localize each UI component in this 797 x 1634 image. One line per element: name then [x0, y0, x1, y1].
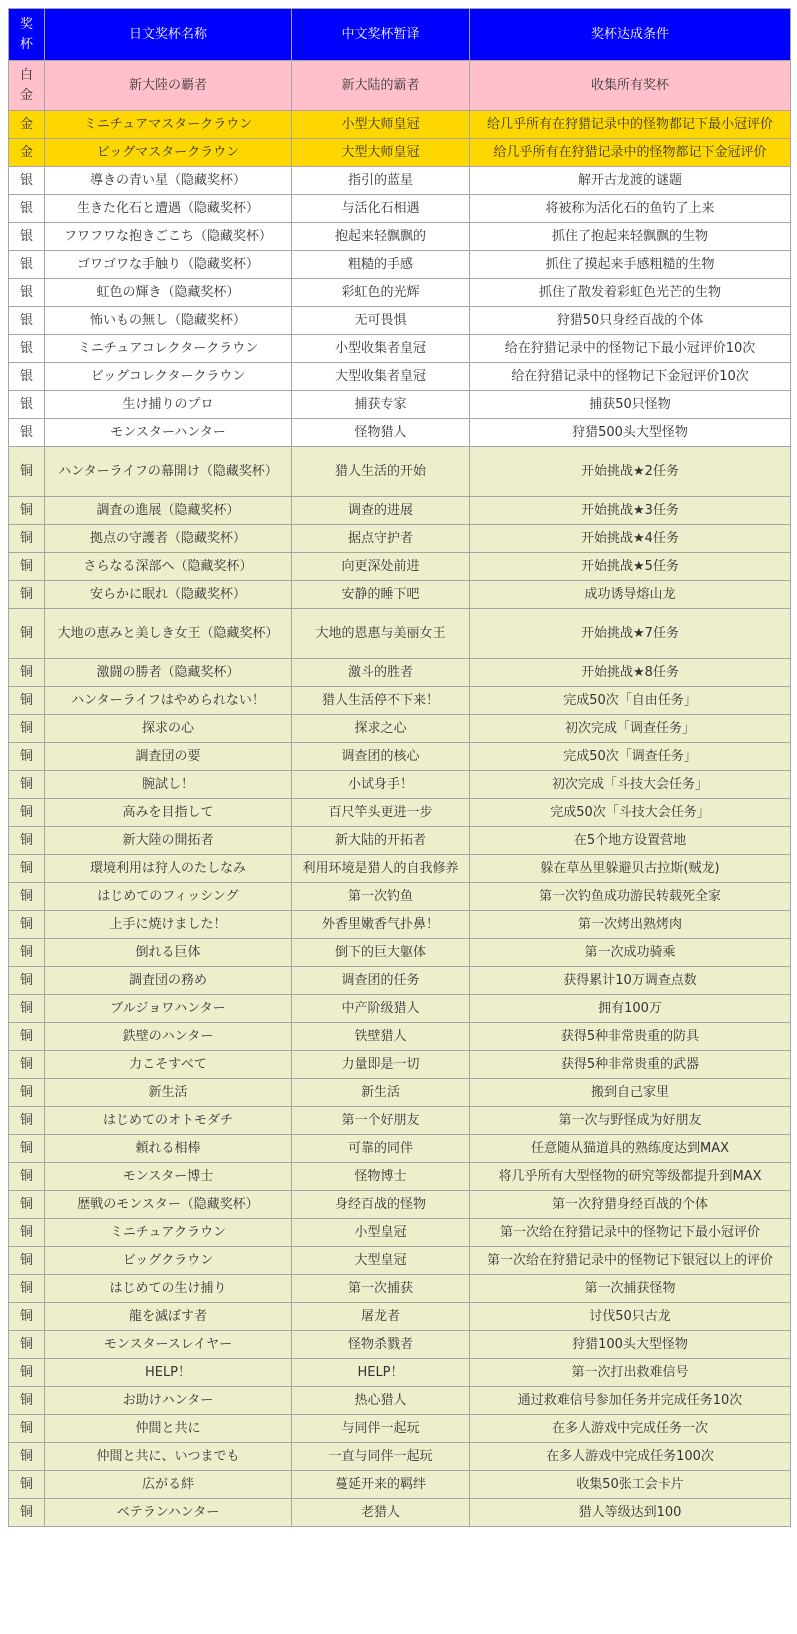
table-row [9, 391, 791, 419]
jp-name-cell: 歴戦のモンスター（隐藏奖杯） [45, 1191, 292, 1219]
cn-name-cell: 第一次捕获 [292, 1275, 470, 1303]
condition-cell: 第一次给在狩猎记录中的怪物记下最小冠评价 [470, 1219, 791, 1247]
table-row [9, 1471, 791, 1499]
cn-name-cell: 捕获专家 [292, 391, 470, 419]
condition-cell: 开始挑战★7任务 [470, 609, 791, 659]
table-row [9, 497, 791, 525]
condition-cell: 初次完成「调查任务」 [470, 715, 791, 743]
jp-name-cell: 腕試し！ [45, 771, 292, 799]
jp-name-cell: モンスタースレイヤー [45, 1331, 292, 1359]
tier-cell: 铜 [9, 609, 45, 659]
cn-name-cell: 新大陆的霸者 [292, 61, 470, 111]
tier-cell: 铜 [9, 1219, 45, 1247]
tier-cell: 铜 [9, 967, 45, 995]
condition-cell: 开始挑战★2任务 [470, 447, 791, 497]
jp-name-cell: 鉄壁のハンター [45, 1023, 292, 1051]
table-row [9, 139, 791, 167]
cn-name-cell: 可靠的同伴 [292, 1135, 470, 1163]
table-row [9, 1499, 791, 1527]
condition-cell: 第一次成功骑乘 [470, 939, 791, 967]
jp-name-cell: 龍を滅ぼす者 [45, 1303, 292, 1331]
tier-cell: 铜 [9, 581, 45, 609]
cn-name-cell: 调查团的任务 [292, 967, 470, 995]
cn-name-cell: 怪物博士 [292, 1163, 470, 1191]
cn-name-cell: 猎人生活的开始 [292, 447, 470, 497]
jp-name-cell: 調査団の要 [45, 743, 292, 771]
table-row [9, 167, 791, 195]
cn-name-cell: 百尺竿头更进一步 [292, 799, 470, 827]
cn-name-cell: 第一次钓鱼 [292, 883, 470, 911]
jp-name-cell: 環境利用は狩人のたしなみ [45, 855, 292, 883]
cn-name-cell: 屠龙者 [292, 1303, 470, 1331]
condition-cell: 狩猎100头大型怪物 [470, 1331, 791, 1359]
cn-name-cell: 力量即是一切 [292, 1051, 470, 1079]
tier-cell: 铜 [9, 995, 45, 1023]
tier-cell: 铜 [9, 1443, 45, 1471]
tier-cell: 铜 [9, 1191, 45, 1219]
condition-cell: 收集50张工会卡片 [470, 1471, 791, 1499]
table-row [9, 911, 791, 939]
condition-cell: 获得累计10万调查点数 [470, 967, 791, 995]
table-row [9, 799, 791, 827]
condition-cell: 第一次狩猎身经百战的个体 [470, 1191, 791, 1219]
tier-cell: 铜 [9, 1247, 45, 1275]
condition-cell: 解开古龙渡的谜题 [470, 167, 791, 195]
cn-name-cell: 倒下的巨大躯体 [292, 939, 470, 967]
jp-name-cell: 力こそすべて [45, 1051, 292, 1079]
tier-cell: 铜 [9, 883, 45, 911]
condition-cell: 通过救难信号参加任务并完成任务10次 [470, 1387, 791, 1415]
tier-cell: 铜 [9, 1051, 45, 1079]
jp-name-cell: 調査の進展（隐藏奖杯） [45, 497, 292, 525]
jp-name-cell: モンスター博士 [45, 1163, 292, 1191]
tier-cell: 铜 [9, 799, 45, 827]
jp-name-cell: はじめての生け捕り [45, 1275, 292, 1303]
cn-name-cell: 铁壁猎人 [292, 1023, 470, 1051]
table-row [9, 1051, 791, 1079]
tier-cell: 铜 [9, 939, 45, 967]
cn-name-cell: 老猎人 [292, 1499, 470, 1527]
condition-cell: 拥有100万 [470, 995, 791, 1023]
cn-name-cell: 新生活 [292, 1079, 470, 1107]
condition-cell: 给在狩猎记录中的怪物记下金冠评价10次 [470, 363, 791, 391]
tier-cell: 铜 [9, 447, 45, 497]
jp-name-cell: 倒れる巨体 [45, 939, 292, 967]
table-row [9, 1191, 791, 1219]
cn-name-cell: 激斗的胜者 [292, 659, 470, 687]
cn-name-cell: 无可畏惧 [292, 307, 470, 335]
table-row [9, 1135, 791, 1163]
jp-name-cell: ビッグマスタークラウン [45, 139, 292, 167]
table-row [9, 553, 791, 581]
jp-name-cell: 新大陸の覇者 [45, 61, 292, 111]
tier-cell: 金 [9, 139, 45, 167]
cn-name-cell: 调查团的核心 [292, 743, 470, 771]
cn-name-cell: 猎人生活停不下来！ [292, 687, 470, 715]
cn-name-cell: 大型大师皇冠 [292, 139, 470, 167]
header-jp-name: 日文奖杯名称 [45, 9, 292, 61]
tier-cell: 铜 [9, 1079, 45, 1107]
condition-cell: 开始挑战★3任务 [470, 497, 791, 525]
tier-cell: 铜 [9, 771, 45, 799]
jp-name-cell: 導きの青い星（隐藏奖杯） [45, 167, 292, 195]
condition-cell: 躲在草丛里躲避贝古拉斯(贼龙) [470, 855, 791, 883]
jp-name-cell: ブルジョワハンター [45, 995, 292, 1023]
cn-name-cell: 据点守护者 [292, 525, 470, 553]
table-row [9, 419, 791, 447]
condition-cell: 搬到自己家里 [470, 1079, 791, 1107]
table-row [9, 609, 791, 659]
jp-name-cell: ゴワゴワな手触り（隐藏奖杯） [45, 251, 292, 279]
tier-cell: 铜 [9, 1275, 45, 1303]
cn-name-cell: 外香里嫩香气扑鼻！ [292, 911, 470, 939]
table-row [9, 743, 791, 771]
table-row [9, 581, 791, 609]
condition-cell: 完成50次「调查任务」 [470, 743, 791, 771]
table-row [9, 111, 791, 139]
table-row [9, 659, 791, 687]
condition-cell: 获得5种非常贵重的防具 [470, 1023, 791, 1051]
condition-cell: 狩猎500头大型怪物 [470, 419, 791, 447]
tier-cell: 银 [9, 251, 45, 279]
jp-name-cell: はじめてのフィッシング [45, 883, 292, 911]
tier-cell: 铜 [9, 827, 45, 855]
table-row [9, 223, 791, 251]
tier-cell: 铜 [9, 553, 45, 581]
condition-cell: 猎人等级达到100 [470, 1499, 791, 1527]
tier-cell: 铜 [9, 1471, 45, 1499]
tier-cell: 铜 [9, 1499, 45, 1527]
condition-cell: 第一次钓鱼成功游民转载死全家 [470, 883, 791, 911]
table-row [9, 1163, 791, 1191]
trophy-table [8, 8, 791, 1527]
jp-name-cell: HELP！ [45, 1359, 292, 1387]
tier-cell: 银 [9, 363, 45, 391]
tier-cell: 铜 [9, 1359, 45, 1387]
header-condition: 奖杯达成条件 [470, 9, 791, 61]
tier-cell: 铜 [9, 911, 45, 939]
tier-cell: 银 [9, 167, 45, 195]
jp-name-cell: はじめてのオトモダチ [45, 1107, 292, 1135]
jp-name-cell: 新大陸の開拓者 [45, 827, 292, 855]
cn-name-cell: 彩虹色的光辉 [292, 279, 470, 307]
condition-cell: 第一次烤出熟烤肉 [470, 911, 791, 939]
table-row [9, 61, 791, 111]
condition-cell: 给几乎所有在狩猎记录中的怪物都记下金冠评价 [470, 139, 791, 167]
table-row [9, 687, 791, 715]
cn-name-cell: 抱起来轻飘飘的 [292, 223, 470, 251]
jp-name-cell: 虹色の輝き（隐藏奖杯） [45, 279, 292, 307]
cn-name-cell: 小型大师皇冠 [292, 111, 470, 139]
tier-cell: 银 [9, 195, 45, 223]
cn-name-cell: 调查的进展 [292, 497, 470, 525]
tier-cell: 铜 [9, 715, 45, 743]
condition-cell: 在多人游戏中完成任务一次 [470, 1415, 791, 1443]
table-row [9, 967, 791, 995]
table-row [9, 1303, 791, 1331]
cn-name-cell: 大型皇冠 [292, 1247, 470, 1275]
cn-name-cell: 小型皇冠 [292, 1219, 470, 1247]
cn-name-cell: 与活化石相遇 [292, 195, 470, 223]
table-row [9, 1359, 791, 1387]
condition-cell: 成功诱导熔山龙 [470, 581, 791, 609]
condition-cell: 在多人游戏中完成任务100次 [470, 1443, 791, 1471]
condition-cell: 抓住了散发着彩虹色光芒的生物 [470, 279, 791, 307]
cn-name-cell: 大地的恩惠与美丽女王 [292, 609, 470, 659]
condition-cell: 获得5种非常贵重的武器 [470, 1051, 791, 1079]
tier-cell: 铜 [9, 855, 45, 883]
condition-cell: 开始挑战★5任务 [470, 553, 791, 581]
condition-cell: 完成50次「自由任务」 [470, 687, 791, 715]
jp-name-cell: 拠点の守護者（隐藏奖杯） [45, 525, 292, 553]
condition-cell: 在5个地方设置营地 [470, 827, 791, 855]
tier-cell: 铜 [9, 1135, 45, 1163]
tier-cell: 铜 [9, 525, 45, 553]
jp-name-cell: 仲間と共に、いつまでも [45, 1443, 292, 1471]
tier-cell: 银 [9, 391, 45, 419]
jp-name-cell: さらなる深部へ（隐藏奖杯） [45, 553, 292, 581]
table-row [9, 1023, 791, 1051]
jp-name-cell: 大地の恵みと美しき女王（隐藏奖杯） [45, 609, 292, 659]
cn-name-cell: 指引的蓝星 [292, 167, 470, 195]
jp-name-cell: ミニチュアクラウン [45, 1219, 292, 1247]
jp-name-cell: 仲間と共に [45, 1415, 292, 1443]
condition-cell: 第一次捕获怪物 [470, 1275, 791, 1303]
table-row [9, 939, 791, 967]
table-row [9, 307, 791, 335]
header-cn-name: 中文奖杯暂译 [292, 9, 470, 61]
table-row [9, 363, 791, 391]
jp-name-cell: 上手に焼けました！ [45, 911, 292, 939]
header-row [9, 9, 791, 61]
jp-name-cell: 頼れる相棒 [45, 1135, 292, 1163]
tier-cell: 铜 [9, 497, 45, 525]
condition-cell: 任意随从猫道具的熟练度达到MAX [470, 1135, 791, 1163]
jp-name-cell: 生け捕りのプロ [45, 391, 292, 419]
cn-name-cell: 蔓延开来的羁绊 [292, 1471, 470, 1499]
jp-name-cell: お助けハンター [45, 1387, 292, 1415]
jp-name-cell: 調査団の務め [45, 967, 292, 995]
table-row [9, 447, 791, 497]
condition-cell: 开始挑战★8任务 [470, 659, 791, 687]
condition-cell: 给在狩猎记录中的怪物记下最小冠评价10次 [470, 335, 791, 363]
table-row [9, 1107, 791, 1135]
tier-cell: 铜 [9, 659, 45, 687]
tier-cell: 铜 [9, 1387, 45, 1415]
cn-name-cell: 小型收集者皇冠 [292, 335, 470, 363]
header-tier: 奖杯 [9, 9, 45, 61]
tier-cell: 铜 [9, 1107, 45, 1135]
tier-cell: 铜 [9, 687, 45, 715]
condition-cell: 第一次与野怪成为好朋友 [470, 1107, 791, 1135]
jp-name-cell: ハンターライフの幕開け（隐藏奖杯） [45, 447, 292, 497]
cn-name-cell: 身经百战的怪物 [292, 1191, 470, 1219]
condition-cell: 第一次给在狩猎记录中的怪物记下银冠以上的评价 [470, 1247, 791, 1275]
table-body [9, 61, 791, 1527]
condition-cell: 抓住了摸起来手感粗糙的生物 [470, 251, 791, 279]
table-row [9, 827, 791, 855]
tier-cell: 铜 [9, 1023, 45, 1051]
jp-name-cell: 激闘の勝者（隐藏奖杯） [45, 659, 292, 687]
jp-name-cell: ビッグクラウン [45, 1247, 292, 1275]
cn-name-cell: 热心猎人 [292, 1387, 470, 1415]
jp-name-cell: 探求の心 [45, 715, 292, 743]
table-row [9, 771, 791, 799]
table-row [9, 883, 791, 911]
jp-name-cell: ミニチュアマスタークラウン [45, 111, 292, 139]
cn-name-cell: 大型收集者皇冠 [292, 363, 470, 391]
table-row [9, 1275, 791, 1303]
condition-cell: 收集所有奖杯 [470, 61, 791, 111]
table-row [9, 1219, 791, 1247]
cn-name-cell: HELP！ [292, 1359, 470, 1387]
table-row [9, 1443, 791, 1471]
jp-name-cell: 安らかに眠れ（隐藏奖杯） [45, 581, 292, 609]
cn-name-cell: 与同伴一起玩 [292, 1415, 470, 1443]
tier-cell: 金 [9, 111, 45, 139]
table-row [9, 195, 791, 223]
cn-name-cell: 中产阶级猎人 [292, 995, 470, 1023]
condition-cell: 将几乎所有大型怪物的研究等级都提升到MAX [470, 1163, 791, 1191]
tier-cell: 银 [9, 335, 45, 363]
condition-cell: 抓住了抱起来轻飘飘的生物 [470, 223, 791, 251]
table-row [9, 1387, 791, 1415]
table-row [9, 335, 791, 363]
jp-name-cell: 高みを目指して [45, 799, 292, 827]
condition-cell: 给几乎所有在狩猎记录中的怪物都记下最小冠评价 [470, 111, 791, 139]
table-row [9, 279, 791, 307]
cn-name-cell: 怪物猎人 [292, 419, 470, 447]
cn-name-cell: 一直与同伴一起玩 [292, 1443, 470, 1471]
cn-name-cell: 新大陆的开拓者 [292, 827, 470, 855]
table-row [9, 1331, 791, 1359]
jp-name-cell: 怖いもの無し（隐藏奖杯） [45, 307, 292, 335]
tier-cell: 银 [9, 307, 45, 335]
cn-name-cell: 利用环境是猎人的自我修养 [292, 855, 470, 883]
tier-cell: 银 [9, 419, 45, 447]
jp-name-cell: ミニチュアコレクタークラウン [45, 335, 292, 363]
cn-name-cell: 怪物杀戮者 [292, 1331, 470, 1359]
tier-cell: 白金 [9, 61, 45, 111]
tier-cell: 铜 [9, 743, 45, 771]
condition-cell: 讨伐50只古龙 [470, 1303, 791, 1331]
cn-name-cell: 向更深处前进 [292, 553, 470, 581]
table-header [9, 9, 791, 61]
tier-cell: 银 [9, 223, 45, 251]
jp-name-cell: ベテランハンター [45, 1499, 292, 1527]
jp-name-cell: フワフワな抱きごこち（隐藏奖杯） [45, 223, 292, 251]
table-row [9, 1079, 791, 1107]
cn-name-cell: 安静的睡下吧 [292, 581, 470, 609]
cn-name-cell: 探求之心 [292, 715, 470, 743]
table-row [9, 251, 791, 279]
table-row [9, 1247, 791, 1275]
cn-name-cell: 第一个好朋友 [292, 1107, 470, 1135]
condition-cell: 完成50次「斗技大会任务」 [470, 799, 791, 827]
jp-name-cell: ハンターライフはやめられない！ [45, 687, 292, 715]
jp-name-cell: モンスターハンター [45, 419, 292, 447]
tier-cell: 银 [9, 279, 45, 307]
table-row [9, 525, 791, 553]
condition-cell: 第一次打出救难信号 [470, 1359, 791, 1387]
jp-name-cell: ビッグコレクタークラウン [45, 363, 292, 391]
jp-name-cell: 広がる絆 [45, 1471, 292, 1499]
tier-cell: 铜 [9, 1331, 45, 1359]
condition-cell: 开始挑战★4任务 [470, 525, 791, 553]
condition-cell: 初次完成「斗技大会任务」 [470, 771, 791, 799]
table-row [9, 855, 791, 883]
jp-name-cell: 生きた化石と遭遇（隐藏奖杯） [45, 195, 292, 223]
tier-cell: 铜 [9, 1415, 45, 1443]
condition-cell: 将被称为活化石的鱼钓了上来 [470, 195, 791, 223]
jp-name-cell: 新生活 [45, 1079, 292, 1107]
table-row [9, 995, 791, 1023]
condition-cell: 捕获50只怪物 [470, 391, 791, 419]
table-row [9, 1415, 791, 1443]
cn-name-cell: 小试身手！ [292, 771, 470, 799]
table-row [9, 715, 791, 743]
tier-cell: 铜 [9, 1163, 45, 1191]
condition-cell: 狩猎50只身经百战的个体 [470, 307, 791, 335]
cn-name-cell: 粗糙的手感 [292, 251, 470, 279]
tier-cell: 铜 [9, 1303, 45, 1331]
